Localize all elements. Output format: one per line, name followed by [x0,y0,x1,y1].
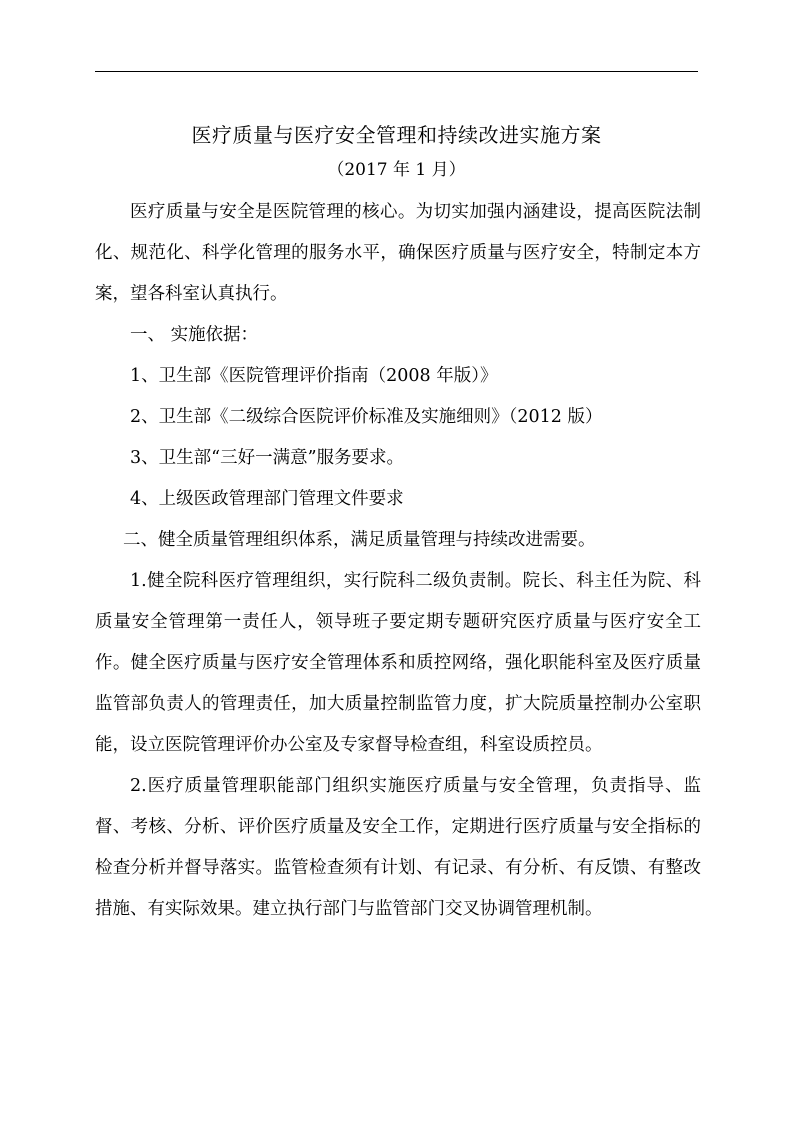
section2-paragraph: 1.健全院科医疗管理组织，实行院科二级负责制。院长、科主任为院、科质量安全管理第一责任人，领导班子要定期专题研究医疗质量与医疗安全工作。健全医疗质量与医疗安全管理体系和质控网络，强化职能科室及医疗质量监管部负责人的管理责任，加大质量控制监管力度，扩大院质量控制办公室职能，设立医院管理评价办公室及专家督导检查组，科室设质控员。 [95,571,701,755]
section2-paragraph: 2.医疗质量管理职能部门组织实施医疗质量与安全管理，负责指导、监督、考核、分析、评价医疗质量及安全工作，定期进行医疗质量与安全指标的检查分析并督导落实。监管检查须有计划、有记录、有分析、有反馈、有整改措施、有实际效果。建立执行部门与监管部门交叉协调管理机制。 [95,776,701,919]
document-title: 医疗质量与医疗安全管理和持续改进实施方案 [191,123,602,147]
document-date: （2017 年 1 月） [327,160,466,180]
section1-item: 3、卫生部“三好一满意”服务要求。 [130,448,405,468]
intro-paragraph: 医疗质量与安全是医院管理的核心。为切实加强内涵建设，提高医院法制化、规范化、科学化管理的服务水平，确保医疗质量与医疗安全，特制定本方案，望各科室认真执行。 [95,202,701,304]
section1-item: 2、卫生部《二级综合医院评价标准及实施细则》（2012 版） [130,407,603,427]
header-rule [95,71,698,72]
document-body [95,192,701,930]
section2-heading: 二、健全质量管理组织体系，满足质量管理与持续改进需要。 [123,530,596,550]
section1-item: 4、上级医政管理部门管理文件要求 [130,489,404,509]
section1-item: 1、卫生部《医院管理评价指南（2008 年版）》 [130,366,498,386]
section1-heading: 一、 实施依据： [130,325,259,345]
